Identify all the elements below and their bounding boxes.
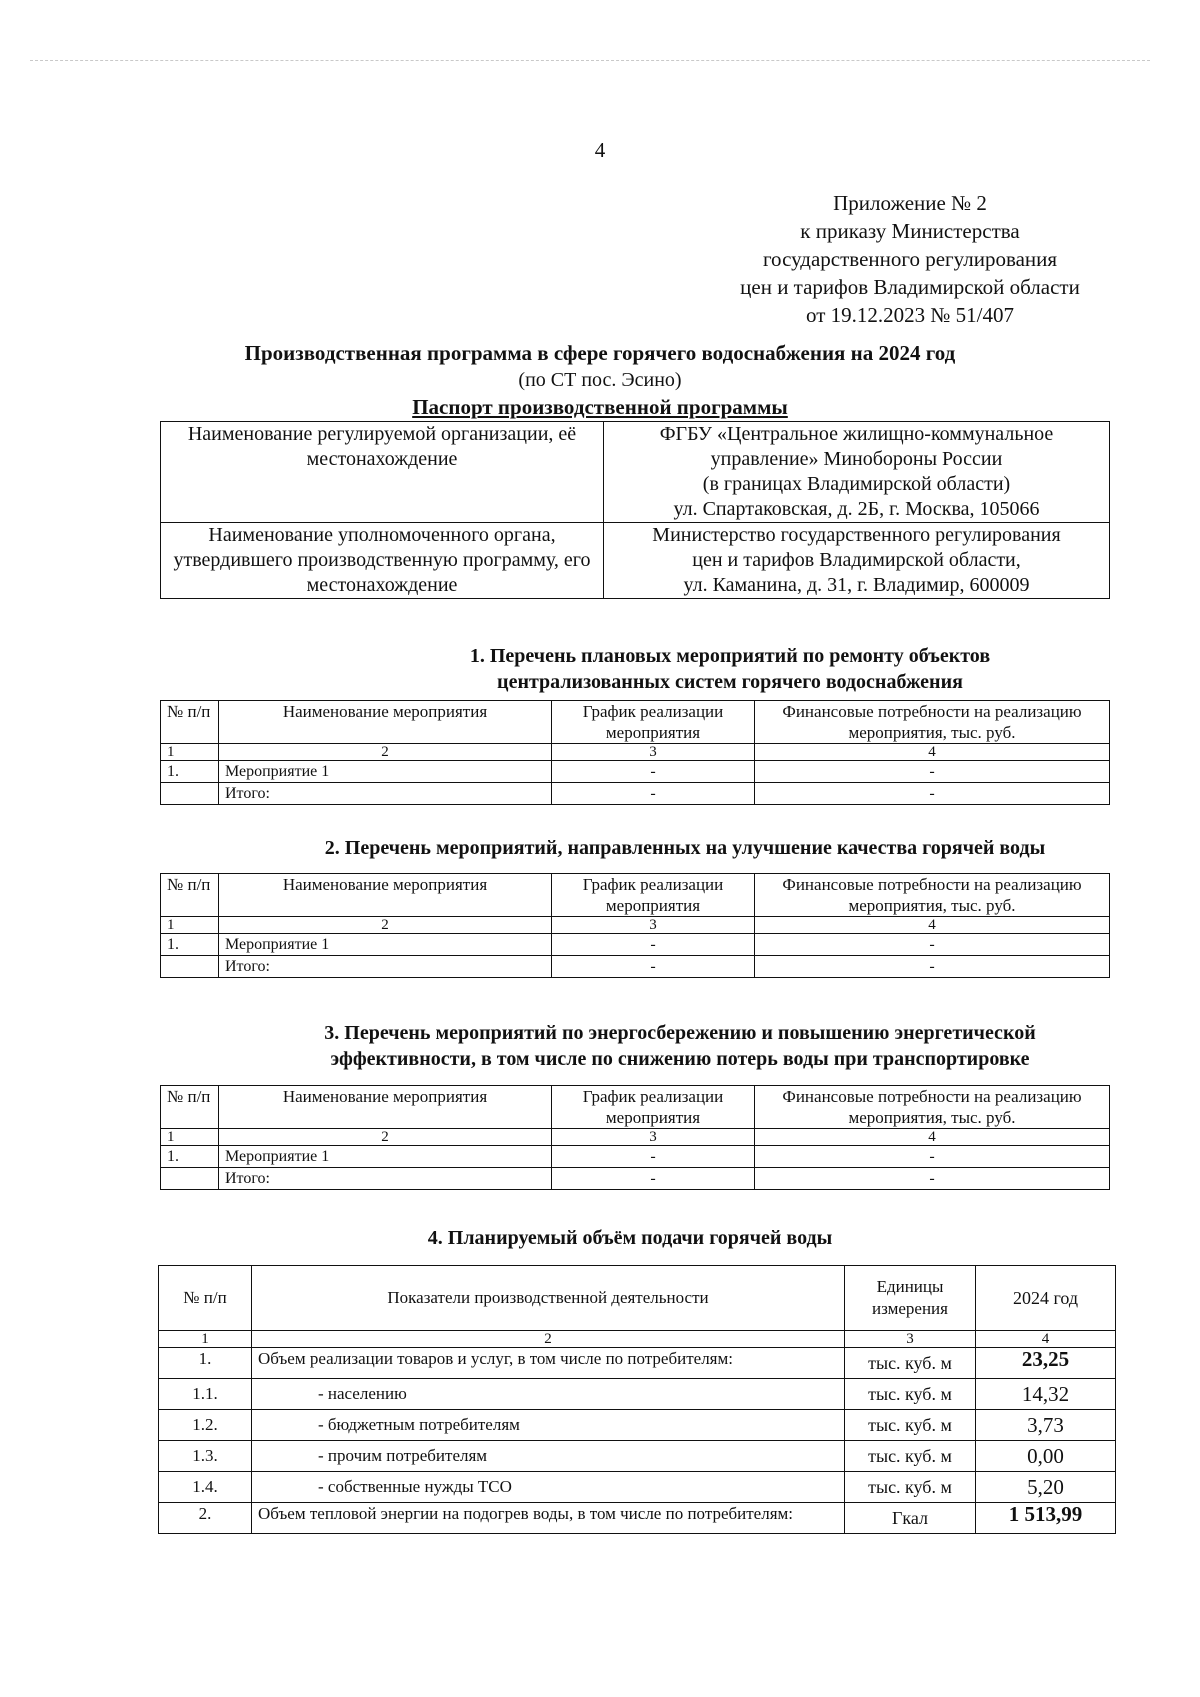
section-1-table (160, 700, 1110, 805)
row-schedule: - (552, 1146, 755, 1168)
row-name: Итого: (219, 783, 552, 805)
row-name: Итого: (219, 1168, 552, 1190)
row-unit: тыс. куб. м (845, 1379, 976, 1410)
row-finance: - (755, 1168, 1110, 1190)
column-number: 4 (755, 917, 1110, 934)
appendix-line: к приказу Министерства (800, 219, 1020, 243)
col-header-schedule: График реализации мероприятия (552, 1086, 755, 1129)
column-number: 1 (161, 744, 219, 761)
column-number-row (161, 917, 1110, 934)
column-number-row (161, 1129, 1110, 1146)
row-value: 23,25 (976, 1348, 1116, 1379)
row-schedule: - (552, 1168, 755, 1190)
appendix-line: государственного регулирования (762, 247, 1058, 271)
table-row (159, 1472, 1116, 1503)
row-unit: тыс. куб. м (845, 1348, 976, 1379)
row-finance: - (755, 1146, 1110, 1168)
row-schedule: - (552, 934, 755, 956)
passport-value-line: ул. Спартаковская, д. 2Б, г. Москва, 105066 (673, 498, 1040, 520)
column-number: 1 (161, 1129, 219, 1146)
row-value: 3,73 (976, 1410, 1116, 1441)
row-schedule: - (552, 956, 755, 978)
table-row (159, 1441, 1116, 1472)
section-heading-line: 3. Перечень мероприятий по энергосбережению и повышению энергетической (324, 1022, 1036, 1044)
page-number: 4 (594, 138, 606, 162)
row-number: 1. (161, 934, 219, 956)
passport-value-line: ФГБУ «Центральное жилищно-коммунальное (659, 423, 1054, 445)
col-header-name: Наименование мероприятия (219, 1086, 552, 1129)
row-number: 1.3. (159, 1441, 252, 1472)
program-subtitle: (по СТ пос. Эсино) (518, 369, 682, 391)
row-unit: тыс. куб. м (845, 1441, 976, 1472)
table-row (159, 1348, 1116, 1379)
passport-value-line: Министерство государственного регулирования (652, 524, 1061, 546)
section-1-heading (380, 643, 1080, 695)
row-schedule: - (552, 761, 755, 783)
col-header-number: № п/п (161, 874, 219, 917)
row-name: Итого: (219, 956, 552, 978)
section-heading-line: 1. Перечень плановых мероприятий по ремонту объектов (469, 645, 991, 667)
table-header-row (161, 1086, 1110, 1129)
section-heading-line: эффективности, в том числе по снижению потерь воды при транспортировке (330, 1048, 1030, 1070)
col-header-name: Наименование мероприятия (219, 701, 552, 744)
column-number: 4 (976, 1331, 1116, 1348)
row-indicator: - собственные нужды ТСО (252, 1472, 845, 1503)
section-2-table (160, 873, 1110, 978)
row-indicator: Объем реализации товаров и услуг, в том числе по потребителям: (252, 1348, 845, 1379)
table-total-row (161, 783, 1110, 805)
row-value: 0,00 (976, 1441, 1116, 1472)
row-number: 1.2. (159, 1410, 252, 1441)
column-number: 3 (552, 744, 755, 761)
section-heading-line: централизованных систем горячего водоснабжения (497, 671, 963, 693)
col-header-number: № п/п (161, 701, 219, 744)
col-header-year: 2024 год (976, 1266, 1116, 1331)
row-number: 1. (161, 761, 219, 783)
column-number: 1 (161, 917, 219, 934)
column-number: 4 (755, 744, 1110, 761)
row-finance: - (755, 934, 1110, 956)
table-row (159, 1410, 1116, 1441)
row-name: Мероприятие 1 (219, 1146, 552, 1168)
scan-artifact-line (30, 60, 1150, 61)
column-number: 3 (552, 917, 755, 934)
col-header-name: Наименование мероприятия (219, 874, 552, 917)
row-indicator: - бюджетным потребителям (252, 1410, 845, 1441)
table-total-row (161, 956, 1110, 978)
row-name: Мероприятие 1 (219, 934, 552, 956)
col-header-number: № п/п (159, 1266, 252, 1331)
column-number-row (161, 744, 1110, 761)
row-number: 2. (159, 1503, 252, 1534)
table-row (159, 1379, 1116, 1410)
col-header-finance: Финансовые потребности на реализацию мероприятия, тыс. руб. (755, 701, 1110, 744)
column-number: 2 (219, 917, 552, 934)
col-header-indicator: Показатели производственной деятельности (252, 1266, 845, 1331)
passport-value-line: управление» Минобороны России (710, 448, 1003, 470)
column-number: 3 (552, 1129, 755, 1146)
row-unit: тыс. куб. м (845, 1410, 976, 1441)
passport-label: Наименование уполномоченного органа, утвердившего производственную программу, его местонахождение (161, 523, 604, 599)
passport-value (604, 523, 1110, 599)
passport-value-line: цен и тарифов Владимирской области, (692, 549, 1021, 571)
row-number (161, 783, 219, 805)
passport-value-line: (в границах Владимирской области) (702, 473, 1011, 495)
section-3-table (160, 1085, 1110, 1190)
table-row (161, 1146, 1110, 1168)
table-header-row (161, 701, 1110, 744)
section-2-heading (255, 835, 1115, 861)
row-value: 5,20 (976, 1472, 1116, 1503)
row-number: 1. (159, 1348, 252, 1379)
section-4-heading: 4. Планируемый объём подачи горячей воды (427, 1227, 833, 1249)
table-total-row (161, 1168, 1110, 1190)
table-header-row (161, 874, 1110, 917)
row-value: 14,32 (976, 1379, 1116, 1410)
row-finance: - (755, 783, 1110, 805)
column-number: 3 (845, 1331, 976, 1348)
row-unit: Гкал (845, 1503, 976, 1534)
volume-table (158, 1265, 1116, 1534)
row-indicator: - прочим потребителям (252, 1441, 845, 1472)
passport-title: Паспорт производственной программы (412, 395, 788, 419)
col-header-number: № п/п (161, 1086, 219, 1129)
col-header-schedule: График реализации мероприятия (552, 701, 755, 744)
program-title: Производственная программа в сфере горячего водоснабжения на 2024 год (244, 341, 956, 365)
column-number: 2 (252, 1331, 845, 1348)
passport-value (604, 422, 1110, 523)
column-number: 2 (219, 1129, 552, 1146)
col-header-schedule: График реализации мероприятия (552, 874, 755, 917)
col-header-unit: Единицы измерения (845, 1266, 976, 1331)
row-unit: тыс. куб. м (845, 1472, 976, 1503)
passport-label: Наименование регулируемой организации, её местонахождение (161, 422, 604, 523)
row-number: 1. (161, 1146, 219, 1168)
passport-value-line: ул. Каманина, д. 31, г. Владимир, 600009 (683, 574, 1030, 596)
row-number: 1.1. (159, 1379, 252, 1410)
column-number-row (159, 1331, 1116, 1348)
appendix-line: цен и тарифов Владимирской области (740, 275, 1080, 299)
table-row (159, 1503, 1116, 1534)
row-finance: - (755, 956, 1110, 978)
row-name: Мероприятие 1 (219, 761, 552, 783)
row-indicator: - населению (252, 1379, 845, 1410)
row-number (161, 1168, 219, 1190)
table-header-row (159, 1266, 1116, 1331)
table-row (161, 761, 1110, 783)
passport-table (160, 421, 1110, 599)
row-indicator: Объем тепловой энергии на подогрев воды, в том числе по потребителям: (252, 1503, 845, 1534)
appendix-line: от 19.12.2023 № 51/407 (805, 303, 1015, 327)
column-number: 4 (755, 1129, 1110, 1146)
row-finance: - (755, 761, 1110, 783)
row-value: 1 513,99 (976, 1503, 1116, 1534)
col-header-finance: Финансовые потребности на реализацию мероприятия, тыс. руб. (755, 1086, 1110, 1129)
passport-row (161, 523, 1110, 599)
section-3-heading (240, 1020, 1120, 1072)
row-number (161, 956, 219, 978)
appendix-line: Приложение № 2 (833, 191, 987, 215)
table-row (161, 934, 1110, 956)
col-header-finance: Финансовые потребности на реализацию мероприятия, тыс. руб. (755, 874, 1110, 917)
section-heading-line: 2. Перечень мероприятий, направленных на улучшение качества горячей воды (324, 837, 1046, 859)
column-number: 2 (219, 744, 552, 761)
column-number: 1 (159, 1331, 252, 1348)
document-title-block (160, 340, 1040, 421)
row-number: 1.4. (159, 1472, 252, 1503)
appendix-block (720, 189, 1100, 329)
passport-row (161, 422, 1110, 523)
row-schedule: - (552, 783, 755, 805)
